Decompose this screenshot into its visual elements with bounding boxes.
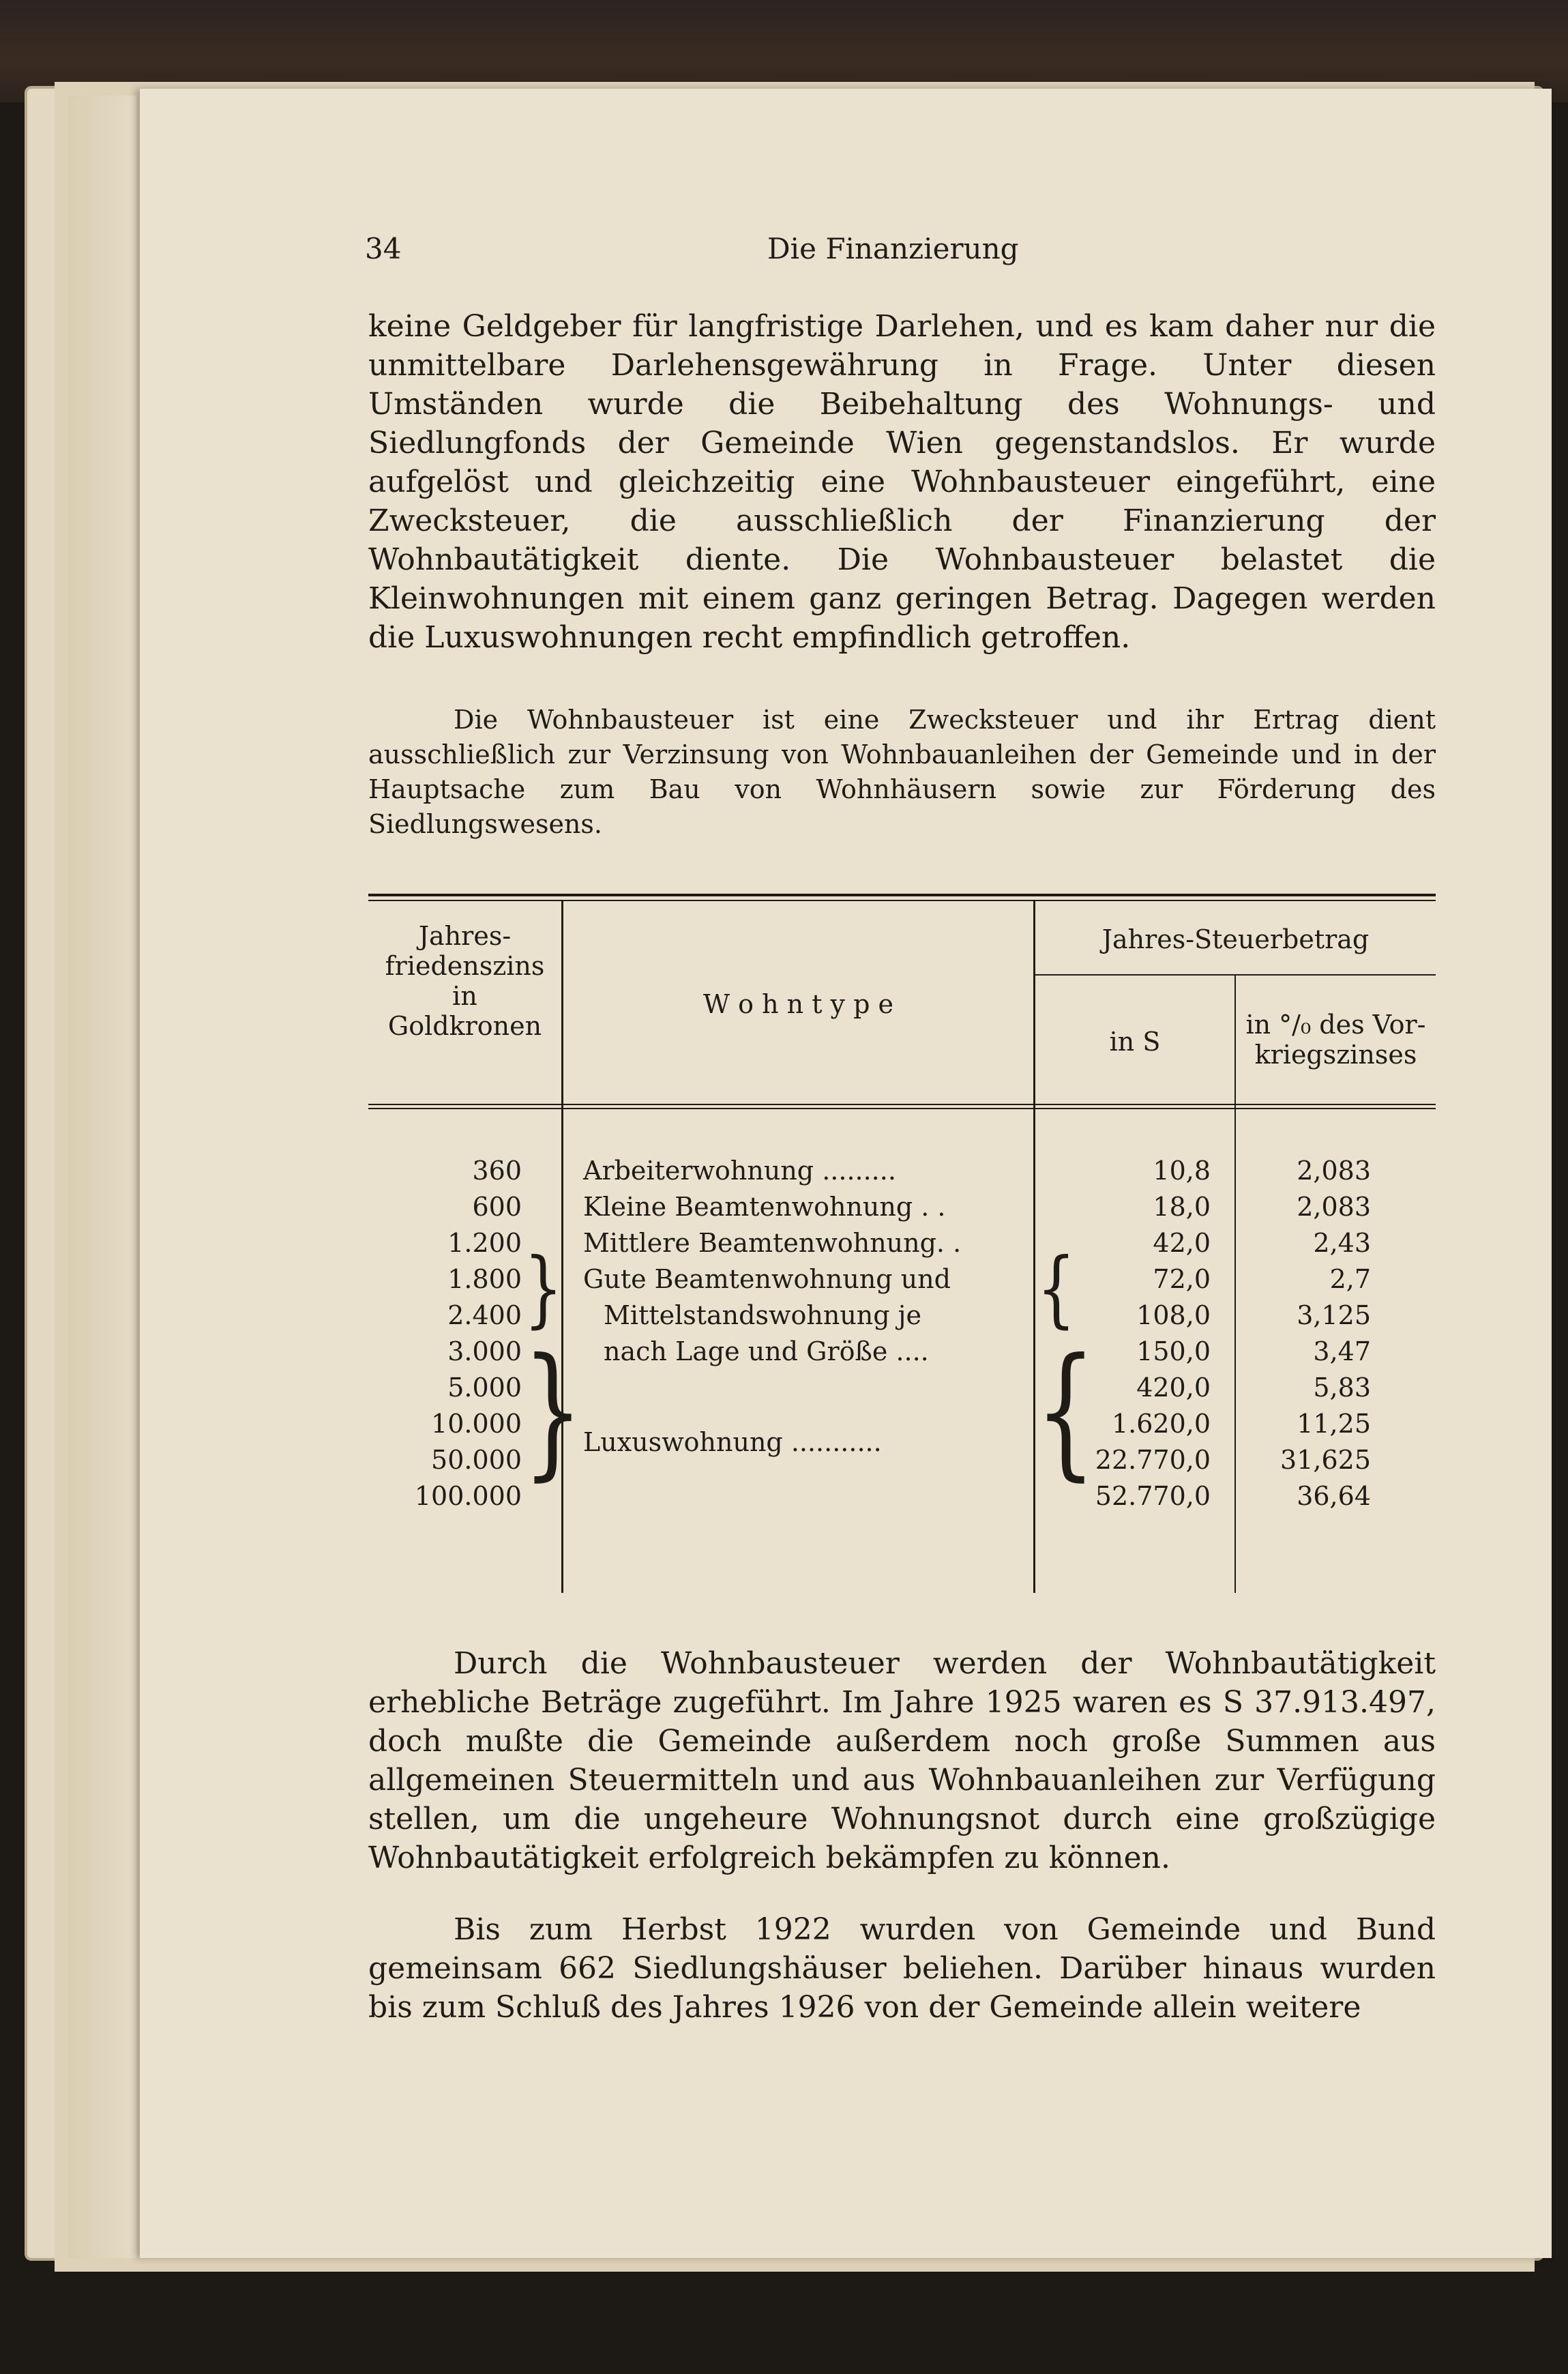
brace-left-group-2: { bbox=[1035, 1328, 1097, 1495]
amount-cell: 18,0 bbox=[1153, 1192, 1211, 1222]
type-cell: Mittelstandswohnung je bbox=[604, 1300, 921, 1330]
percent-cell: 2,083 bbox=[1297, 1156, 1371, 1186]
table-zins-column bbox=[368, 1153, 522, 1514]
tax-table bbox=[368, 894, 1436, 1596]
table-top-rule bbox=[368, 894, 1436, 896]
page-number: 34 bbox=[365, 232, 402, 265]
zins-cell: 50.000 bbox=[431, 1445, 522, 1475]
percent-cell: 2,083 bbox=[1297, 1192, 1371, 1222]
paragraph-4: Bis zum Herbst 1922 wurden von Gemeinde und Bund gemeinsam 662 Siedlungshäuser beliehen. Darüber hinaus wurden bis zum Schluß des Jahres 1926 von der Gemeinde allein weitere bbox=[368, 1912, 1436, 2025]
percent-cell: 2,7 bbox=[1329, 1264, 1371, 1294]
brace-right-group-2: } bbox=[522, 1328, 584, 1495]
paragraph-2: Die Wohnbausteuer ist eine Zwecksteuer und ihr Ertrag dient ausschließlich zur Verzinsung von Wohnbauanleihen der Gemeinde und in der Hauptsache zum Bau von Wohnhäusern sowie zur Förderung des Siedlungswesens. bbox=[368, 705, 1436, 839]
percent-cell: 5,83 bbox=[1313, 1373, 1371, 1403]
type-cell: Luxuswohnung ........... bbox=[583, 1427, 882, 1457]
running-title: Die Finanzierung bbox=[767, 232, 1019, 265]
zins-cell: 360 bbox=[472, 1156, 522, 1186]
left-page-margin bbox=[68, 96, 136, 2258]
table-percents-column bbox=[1248, 1153, 1371, 1514]
zins-cell: 3.000 bbox=[447, 1336, 522, 1366]
percent-cell: 3,125 bbox=[1297, 1300, 1371, 1330]
amount-cell: 42,0 bbox=[1153, 1228, 1211, 1258]
zins-cell: 1.200 bbox=[447, 1228, 522, 1258]
brace-left-group-1: { bbox=[1037, 1240, 1076, 1338]
amount-cell: 52.770,0 bbox=[1095, 1481, 1211, 1511]
table-top-rule-thin bbox=[368, 900, 1436, 901]
percent-cell: 36,64 bbox=[1297, 1481, 1371, 1511]
zins-cell: 1.800 bbox=[447, 1264, 522, 1294]
zins-cell: 100.000 bbox=[414, 1481, 522, 1511]
type-cell: Kleine Beamtenwohnung . . bbox=[583, 1192, 946, 1222]
col-header-percent: in °/₀ des Vor- kriegszinses bbox=[1245, 1010, 1426, 1070]
col-header-zins: Jahres- friedenszins in Goldkronen bbox=[385, 921, 545, 1041]
amount-cell: 150,0 bbox=[1136, 1336, 1211, 1366]
percent-cell: 31,625 bbox=[1280, 1445, 1371, 1475]
table-header-rule-2 bbox=[368, 1108, 1436, 1109]
zins-cell: 5.000 bbox=[447, 1373, 522, 1403]
amount-cell: 10,8 bbox=[1153, 1156, 1211, 1186]
zins-cell: 2.400 bbox=[447, 1300, 522, 1330]
amount-cell: 420,0 bbox=[1136, 1373, 1211, 1403]
zins-cell: 10.000 bbox=[431, 1409, 522, 1439]
amount-cell: 108,0 bbox=[1136, 1300, 1211, 1330]
percent-cell: 11,25 bbox=[1297, 1409, 1371, 1439]
table-types-column bbox=[583, 1153, 1013, 1461]
type-cell: Arbeiterwohnung ......... bbox=[583, 1156, 896, 1186]
col-header-wohntype: W o h n t y p e bbox=[703, 989, 893, 1019]
group-header-steuerbetrag: Jahres-Steuerbetrag bbox=[1101, 924, 1370, 954]
type-cell: Mittlere Beamtenwohnung. . bbox=[583, 1228, 962, 1258]
amount-cell: 1.620,0 bbox=[1111, 1409, 1211, 1439]
amount-cell: 22.770,0 bbox=[1095, 1445, 1211, 1475]
col-header-in-s: in S bbox=[1109, 1027, 1161, 1057]
running-head bbox=[365, 232, 1429, 273]
amount-cell: 72,0 bbox=[1153, 1264, 1211, 1294]
type-cell: nach Lage und Größe .... bbox=[604, 1336, 929, 1366]
percent-cell: 3,47 bbox=[1313, 1336, 1371, 1366]
table-amounts-column bbox=[1064, 1153, 1211, 1514]
type-cell: Gute Beamtenwohnung und bbox=[583, 1264, 951, 1294]
paragraph-1: keine Geldgeber für langfristige Darlehen, und es kam daher nur die unmittelbare Darlehensgewährung in Frage. Unter diesen Umständen wurde die Beibehaltung des Wohnungs- und Siedlungfonds der Gemeinde Wien gegenstandslos. Er wurde aufgelöst und gleichzeitig eine Wohnbausteuer eingeführt, eine Zwecksteuer, die ausschließlich der Finanzierung der Wohnbautätigkeit diente. Die Wohnbausteuer belastet die Kleinwohnungen mit einem ganz geringen Betrag. Dagegen werden die Luxuswohnungen recht empfindlich getroffen. bbox=[368, 309, 1436, 655]
table-header-rule bbox=[368, 1104, 1436, 1105]
percent-cell: 2,43 bbox=[1313, 1228, 1371, 1258]
table-group-rule bbox=[1035, 974, 1436, 976]
zins-cell: 600 bbox=[472, 1192, 522, 1222]
paragraph-3: Durch die Wohnbausteuer werden der Wohnbautätigkeit erhebliche Beträge zugeführt. Im Jahre 1925 waren es S 37.913.497, doch mußte die Gemeinde außerdem noch große Summen aus allgemeinen Steuermitteln und aus Wohnbauanleihen zur Verfügung stellen, um die ungeheure Wohnungsnot durch eine großzügige Wohnbautätigkeit erfolgreich bekämpfen zu können. bbox=[368, 1646, 1436, 1875]
brace-right-group-1: } bbox=[524, 1240, 563, 1338]
